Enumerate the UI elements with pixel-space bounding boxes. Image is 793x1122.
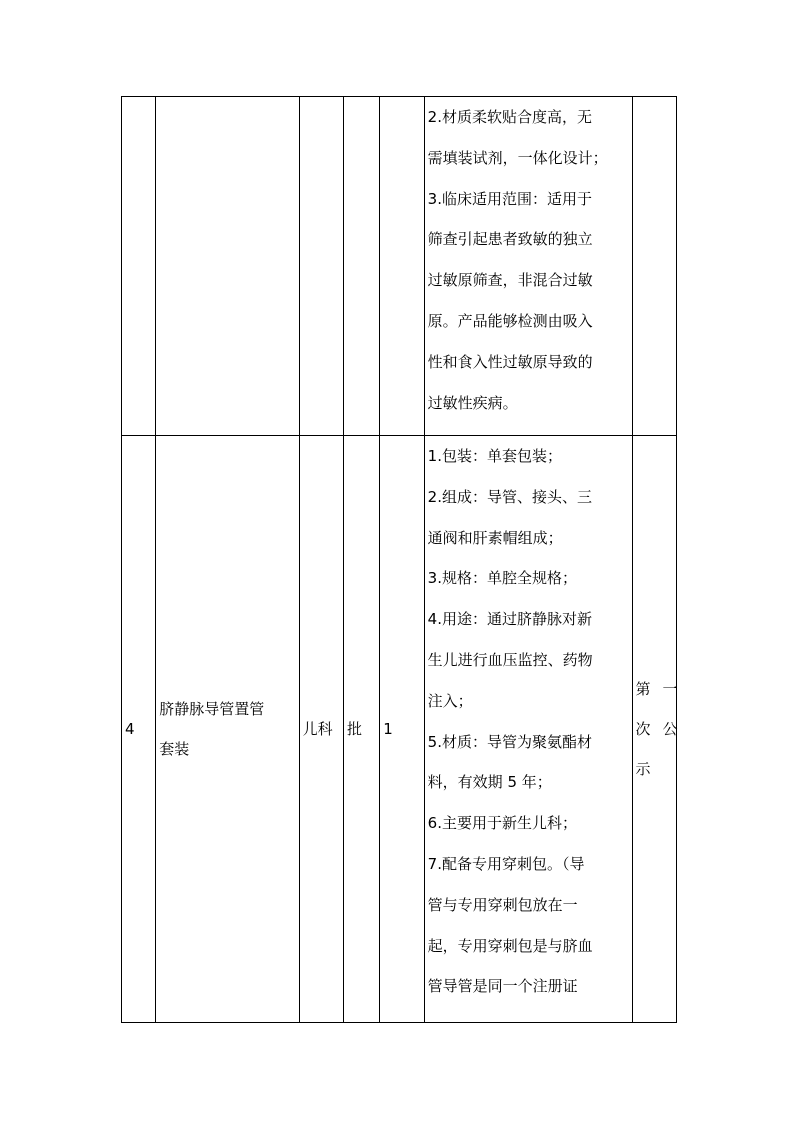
status-line: 示	[635, 760, 663, 778]
spec-line: 1.包装：单套包装；	[427, 447, 562, 465]
spec-line: 原。产品能够检测由吸入	[427, 311, 593, 330]
status-cell	[632, 97, 676, 436]
spec-line: 2.材质柔软贴合度高，无	[427, 108, 592, 126]
publication-status	[633, 669, 690, 789]
spec-text	[425, 97, 632, 423]
spec-cell	[424, 97, 632, 436]
spec-cell	[424, 436, 632, 1023]
spec-line: 性和食入性过敏原导致的	[427, 352, 593, 371]
quantity-value: 1	[383, 719, 393, 738]
spec-line: 管与专用穿刺包放在一	[427, 895, 578, 914]
unit-value: 批	[346, 719, 362, 738]
index-cell	[122, 97, 156, 436]
department-value: 儿科	[302, 719, 333, 738]
table-row-item-4	[122, 436, 677, 1023]
department-cell	[299, 436, 343, 1023]
product-name	[156, 689, 298, 769]
status-line: 第一	[635, 680, 690, 698]
product-name-line: 脐静脉导管置管	[159, 700, 265, 718]
index-value: 4	[125, 719, 135, 738]
spec-line: 过敏性疾病。	[427, 393, 518, 412]
name-cell	[156, 97, 299, 436]
spec-line: 3.临床适用范围：适用于	[427, 189, 592, 208]
department-cell	[299, 97, 343, 436]
spec-line: 管导管是同一个注册证	[427, 977, 578, 996]
quantity-cell	[380, 436, 424, 1023]
product-name-line: 套装	[159, 740, 190, 758]
spec-line: 通阀和肝素帽组成；	[427, 528, 563, 547]
spec-line: 2.组成：导管、接头、三	[427, 487, 592, 506]
table-row-continued	[122, 97, 677, 436]
spec-line: 3.规格：单腔全规格；	[427, 569, 577, 588]
spec-line: 需填装试剂，一体化设计；	[427, 148, 608, 167]
spec-line: 6.主要用于新生儿科；	[427, 814, 577, 833]
quantity-cell	[380, 97, 424, 436]
spec-line: 起，专用穿刺包是与脐血	[427, 936, 593, 955]
unit-cell	[343, 436, 379, 1023]
spec-line: 注入；	[427, 691, 473, 710]
procurement-table	[121, 96, 690, 1023]
unit-cell	[343, 97, 379, 436]
spec-line: 5.材质：导管为聚氨酯材	[427, 732, 592, 751]
spec-line: 过敏原筛查，非混合过敏	[427, 271, 593, 290]
spec-line: 料，有效期 5 年；	[427, 773, 552, 792]
status-cell	[632, 436, 690, 1023]
spec-line: 7.配备专用穿刺包。（导	[427, 854, 585, 873]
status-line: 次公	[635, 720, 690, 738]
name-cell	[156, 436, 299, 1023]
spec-line: 生儿进行血压监控、药物	[427, 650, 593, 669]
spec-text	[425, 436, 632, 1007]
spec-line: 筛查引起患者致敏的独立	[427, 230, 593, 249]
spec-line: 4.用途：通过脐静脉对新	[427, 610, 592, 629]
index-cell	[122, 436, 156, 1023]
